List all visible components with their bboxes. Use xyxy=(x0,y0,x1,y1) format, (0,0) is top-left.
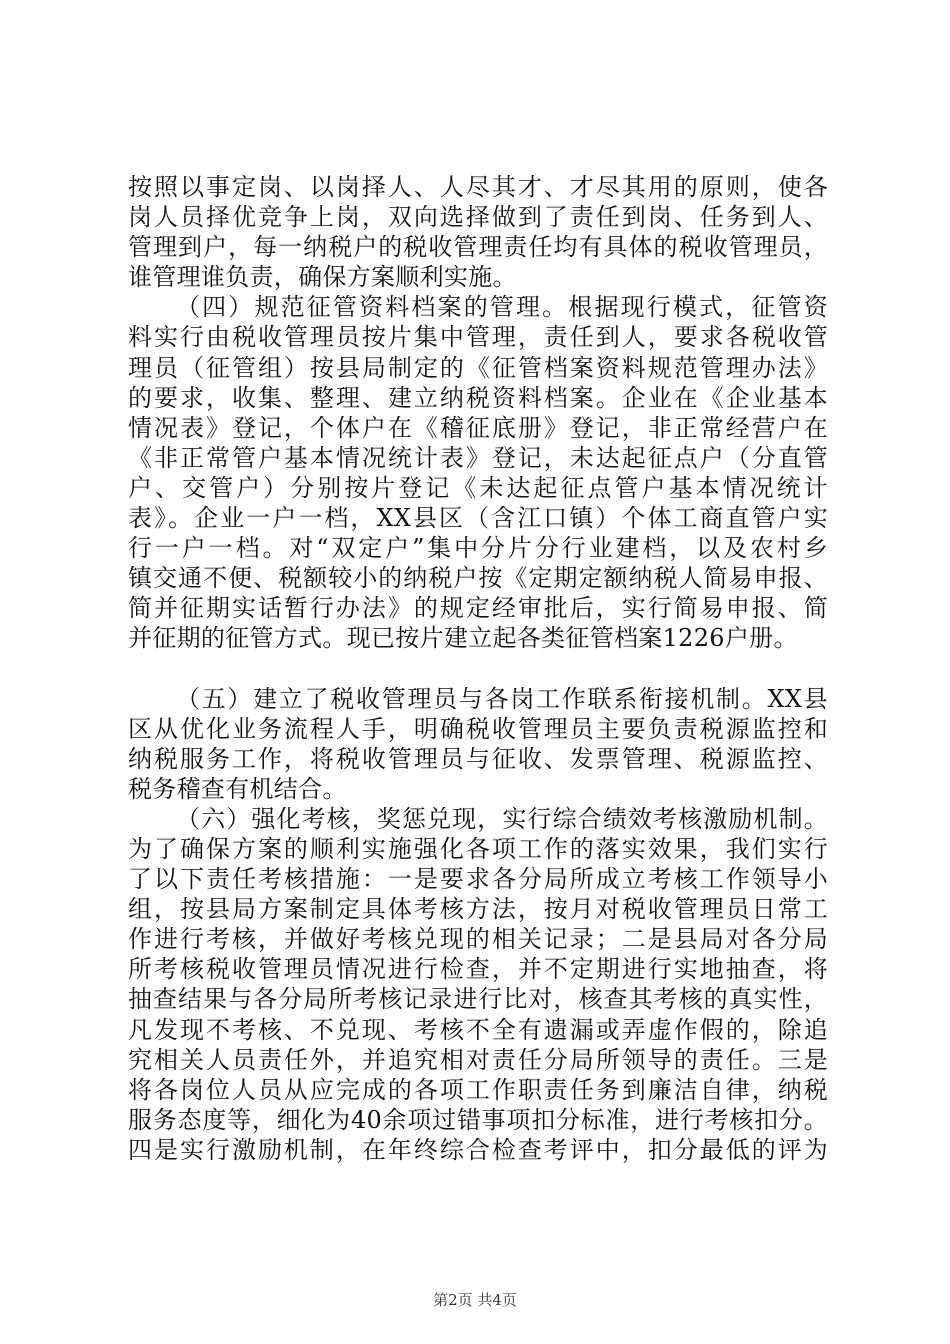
text-line: 表》。企业一户一档，XX县区（含江口镇）个体工商直管户实 xyxy=(128,504,828,533)
text-line: 组，按县局方案制定具体考核方法，按月对税收管理员日常工 xyxy=(128,895,828,924)
text-line: （五）建立了税收管理员与各岗工作联系衔接机制。XX县 xyxy=(176,684,828,713)
text-line: 《非正常管户基本情况统计表》登记，未达起征点户（分直管 xyxy=(128,443,828,472)
text-line: 镇交通不便、税额较小的纳税户按《定期定额纳税人简易申报、 xyxy=(128,564,828,593)
text-line: 的要求，收集、整理、建立纳税资料档案。企业在《企业基本 xyxy=(128,383,828,412)
text-line: 管理到户，每一纳税户的税收管理责任均有具体的税收管理员， xyxy=(128,233,828,262)
page-footer xyxy=(0,1289,950,1310)
text-line: 料实行由税收管理员按片集中管理，责任到人，要求各税收管 xyxy=(128,323,828,352)
text-line: 区从优化业务流程人手，明确税收管理员主要负责税源监控和 xyxy=(128,714,828,743)
text-line: 行一户一档。对“双定户”集中分片分行业建档，以及农村乡 xyxy=(128,534,828,563)
text-line: 了以下责任考核措施：一是要求各分局所成立考核工作领导小 xyxy=(128,865,828,894)
text-line: 岗人员择优竞争上岗，双向选择做到了责任到岗、任务到人、 xyxy=(128,203,828,232)
text-line: 将各岗位人员从应完成的各项工作职责任务到廉洁自律，纳税 xyxy=(128,1075,828,1104)
page-number-label: 第2页 共4页 xyxy=(433,1291,517,1309)
text-line: 纳税服务工作，将税收管理员与征收、发票管理、税源监控、 xyxy=(128,744,828,773)
text-line: 究相关人员责任外，并追究相对责任分局所领导的责任。三是 xyxy=(128,1045,828,1074)
text-line: 为了确保方案的顺利实施强化各项工作的落实效果，我们实行 xyxy=(128,834,828,863)
text-line: 四是实行激励机制，在年终综合检查考评中，扣分最低的评为 xyxy=(128,1135,828,1164)
text-line: （六）强化考核，奖惩兑现，实行综合绩效考核激励机制。 xyxy=(176,804,828,833)
text-line: 按照以事定岗、以岗择人、人尽其才、才尽其用的原则，使各 xyxy=(128,173,828,201)
text-line: 谁管理谁负责，确保方案顺利实施。 xyxy=(128,263,517,292)
paragraph-section-4 xyxy=(128,292,828,653)
text-line: 简并征期实话暂行办法》的规定经审批后，实行简易申报、简 xyxy=(128,594,828,623)
text-line: （四）规范征管资料档案的管理。根据现行模式，征管资 xyxy=(176,293,828,322)
text-line: 作进行考核，并做好考核兑现的相关记录；二是县局对各分局 xyxy=(128,925,828,954)
text-line: 理员（征管组）按县局制定的《征管档案资料规范管理办法》 xyxy=(128,353,828,382)
text-line: 户、交管户）分别按片登记《未达起征点管户基本情况统计 xyxy=(128,473,828,502)
text-line: 并征期的征管方式。现已按片建立起各类征管档案1226户册。 xyxy=(128,624,798,653)
text-line: 所考核税收管理员情况进行检查，并不定期进行实地抽查，将 xyxy=(128,955,828,984)
document-body xyxy=(128,172,828,1165)
text-line: 抽查结果与各分局所考核记录进行比对，核查其考核的真实性， xyxy=(128,985,828,1014)
paragraph-section-6 xyxy=(128,804,828,1165)
text-line: 情况表》登记，个体户在《稽征底册》登记，非正常经营户在 xyxy=(128,413,828,442)
paragraph-section-5 xyxy=(128,684,828,804)
paragraph-gap xyxy=(128,654,828,684)
text-line: 服务态度等，细化为40余项过错事项扣分标准，进行考核扣分。 xyxy=(128,1105,828,1134)
text-line: 税务稽查有机结合。 xyxy=(128,774,347,803)
text-line: 凡发现不考核、不兑现、考核不全有遗漏或弄虚作假的，除追 xyxy=(128,1015,828,1044)
paragraph-continued xyxy=(128,172,828,292)
